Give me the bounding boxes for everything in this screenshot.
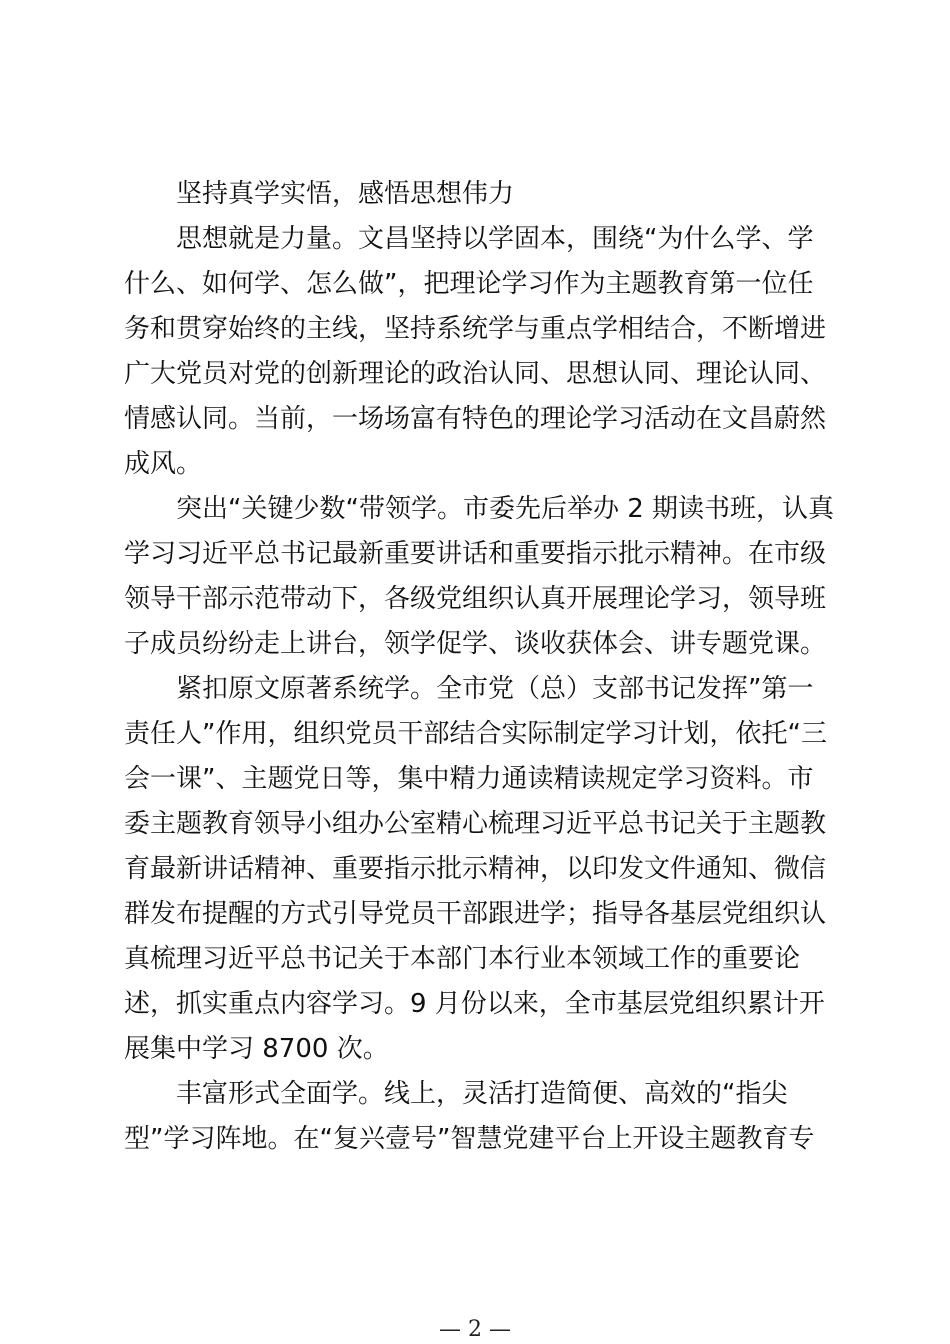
paragraph-original-texts: 紧扣原文原著系统学。全市党（总）支部书记发挥”第一责任人”作用，组织党员干部结合实际制定学习计划，依托“三会一课”、主题党日等，集中精力通读精读规定学习资料。市委主题教育领导小组办公室精心梳理习近平总书记关于主题教育最新讲话精神、重要指示批示精神，以印发文件通知、微信群发布提醒的方式引导党员干部跟进学；指导各基层党组织认真梳理习近平总书记关于本部门本行业本领域工作的重要论述，抓实重点内容学习。9 月份以来，全市基层党组织累计开展集中学习 8700 次。: [124, 674, 827, 1064]
page-number: — 2 —: [439, 1317, 511, 1342]
paragraph-key-minority: 突出“关键少数“带领学。市委先后举办 2 期读书班，认真学习习近平总书记最新重要讲话和重要指示批示精神。在市级领导干部示范带动下，各级党组织认真开展理论学习，领导班子成员纷纷走上讲台，领学促学、谈收获体会、讲专题党课。: [124, 494, 835, 659]
paragraph-intro: 思想就是力量。文昌坚持以学固本，围绕“为什么学、学什么、如何学、怎么做”，把理论学习作为主题教育第一位任务和贯穿始终的主线，坚持系统学与重点学相结合，不断增进广大党员对党的创新理论的政治认同、思想认同、理论认同、情感认同。当前，一场场富有特色的理论学习活动在文昌蔚然成风。: [124, 224, 827, 479]
document-body: [124, 175, 834, 1162]
section-heading: 坚持真学实悟，感悟思想伟力: [176, 179, 515, 209]
paragraph-rich-forms: 丰富形式全面学。线上，灵活打造简便、高效的“指尖型”学习阵地。在“复兴壹号”智慧党建平台上开设主题教育专: [124, 1079, 815, 1154]
